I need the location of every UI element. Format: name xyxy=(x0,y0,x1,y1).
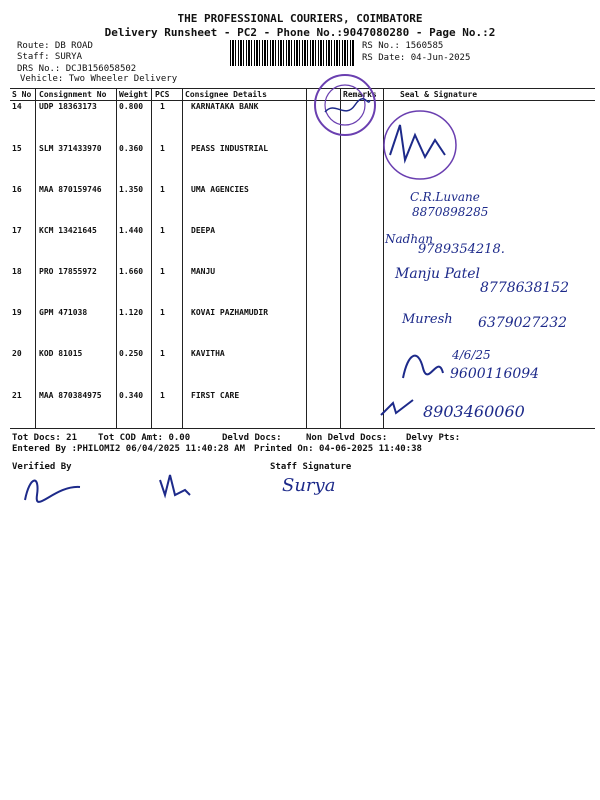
row-consignee: FIRST CARE xyxy=(191,391,240,400)
col-header-remarks: Remarks xyxy=(343,90,377,99)
row-pcs: 1 xyxy=(160,102,165,111)
signature-row20 xyxy=(398,343,448,383)
rs-number: RS No.: 1560585 xyxy=(362,41,444,51)
row-sno: 18 xyxy=(12,267,22,276)
row-weight: 0.340 xyxy=(119,391,144,400)
total-cod-amount: Tot COD Amt: 0.00 xyxy=(98,433,191,443)
staff-label: Staff: SURYA xyxy=(17,52,83,62)
handwritten-phone-21: 8903460060 xyxy=(423,402,525,421)
row-weight: 1.120 xyxy=(119,308,144,317)
row-consignment: MAA 870159746 xyxy=(39,185,102,194)
row-consignment: MAA 870384975 xyxy=(39,391,102,400)
signature-row14 xyxy=(380,105,470,185)
drs-number: DRS No.: DCJB156058502 xyxy=(17,64,137,74)
row-consignment: KCM 13421645 xyxy=(39,226,97,235)
total-docs: Tot Docs: 21 xyxy=(12,433,78,443)
handwritten-phone-18: 8778638152 xyxy=(480,280,570,296)
row-sno: 16 xyxy=(12,185,22,194)
col-header-consignee: Consignee Details xyxy=(185,90,267,99)
signature-row21 xyxy=(378,395,418,420)
row-pcs: 1 xyxy=(160,349,165,358)
verified-by-label: Verified By xyxy=(12,462,72,472)
row-weight: 0.360 xyxy=(119,144,144,153)
row-sno: 17 xyxy=(12,226,22,235)
non-delivered-docs: Non Delvd Docs: xyxy=(306,433,388,443)
row-consignee: MANJU xyxy=(191,267,216,276)
col-header-pcs: PCS xyxy=(155,90,170,99)
vehicle-label: Vehicle: Two Wheeler Delivery xyxy=(20,74,178,84)
staff-signature-label: Staff Signature xyxy=(270,462,352,472)
handwritten-phone-20: 9600116094 xyxy=(450,366,540,382)
row-pcs: 1 xyxy=(160,267,165,276)
route-label: Route: DB ROAD xyxy=(17,41,93,51)
handwritten-phone-17: 9789354218. xyxy=(418,242,505,257)
handwritten-name-16: C.R.Luvane xyxy=(410,190,480,204)
row-weight: 1.440 xyxy=(119,226,144,235)
company-title: THE PROFESSIONAL COURIERS, COIMBATORE xyxy=(177,12,423,25)
staff-signature-writing: Surya xyxy=(282,475,336,496)
row-consignment: UDP 18363173 xyxy=(39,102,97,111)
row-weight: 0.250 xyxy=(119,349,144,358)
row-consignee: KOVAI PAZHAMUDIR xyxy=(191,308,269,317)
row-sno: 21 xyxy=(12,391,22,400)
col-header-seal-signature: Seal & Signature xyxy=(400,90,478,99)
row-pcs: 1 xyxy=(160,308,165,317)
handwritten-name-17: Nadhan xyxy=(385,232,433,246)
col-header-sno: S No xyxy=(12,90,32,99)
row-consignee: UMA AGENCIES xyxy=(191,185,249,194)
company-seal-stamp xyxy=(310,70,380,140)
delivery-points: Delvy Pts: xyxy=(406,433,461,443)
row-consignment: GPM 471038 xyxy=(39,308,88,317)
row-weight: 1.660 xyxy=(119,267,144,276)
row-pcs: 1 xyxy=(160,185,165,194)
handwritten-phone-19: 6379027232 xyxy=(478,315,568,331)
row-sno: 20 xyxy=(12,349,22,358)
printed-on: Printed On: 04-06-2025 11:40:38 xyxy=(254,444,422,454)
col-header-weight: Weight xyxy=(119,90,148,99)
entered-by: Entered By :PHILOMI2 06/04/2025 11:40:28 AM xyxy=(12,444,245,454)
handwritten-date-20: 4/6/25 xyxy=(452,348,491,362)
row-consignment: SLM 371433970 xyxy=(39,144,102,153)
row-weight: 1.350 xyxy=(119,185,144,194)
handwritten-name-19: Muresh xyxy=(402,312,453,327)
row-consignee: KARNATAKA BANK xyxy=(191,102,259,111)
second-verifier-signature xyxy=(155,465,195,505)
row-sno: 15 xyxy=(12,144,22,153)
row-consignee: KAVITHA xyxy=(191,349,225,358)
handwritten-phone-16: 8870898285 xyxy=(412,205,489,219)
row-weight: 0.800 xyxy=(119,102,144,111)
barcode-image xyxy=(230,40,355,66)
row-consignee: PEASS INDUSTRIAL xyxy=(191,144,269,153)
row-pcs: 1 xyxy=(160,144,165,153)
runsheet-subtitle: Delivery Runsheet - PC2 - Phone No.:9047080280 - Page No.:2 xyxy=(104,26,496,39)
row-sno: 19 xyxy=(12,308,22,317)
row-consignee: DEEPA xyxy=(191,226,216,235)
rs-date: RS Date: 04-Jun-2025 xyxy=(362,53,471,63)
row-pcs: 1 xyxy=(160,391,165,400)
row-consignment: PRO 17855972 xyxy=(39,267,97,276)
col-header-consignment: Consignment No xyxy=(39,90,107,99)
verifier-signature xyxy=(15,465,85,505)
handwritten-name-18: Manju Patel xyxy=(395,266,481,282)
row-consignment: KOD 81015 xyxy=(39,349,83,358)
row-pcs: 1 xyxy=(160,226,165,235)
delivered-docs: Delvd Docs: xyxy=(222,433,282,443)
row-sno: 14 xyxy=(12,102,22,111)
